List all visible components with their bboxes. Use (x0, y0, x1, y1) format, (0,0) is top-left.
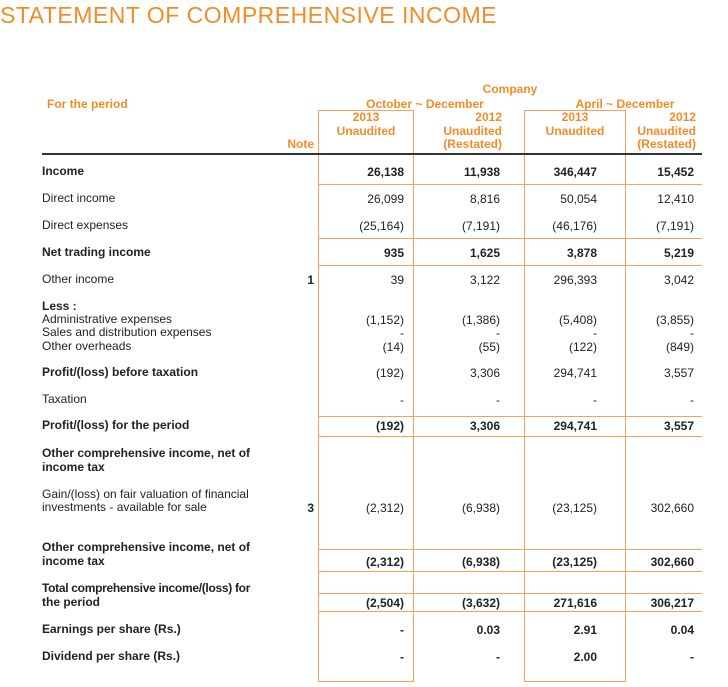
rule-profit-top (318, 416, 702, 417)
cell: 15,452 (657, 165, 694, 179)
page-title: STATEMENT OF COMPREHENSIVE INCOME (0, 2, 497, 28)
row-label: Less : (42, 299, 77, 313)
cell: - (593, 393, 597, 407)
row-label: income tax (42, 460, 105, 474)
col3-status: Unaudited (545, 124, 605, 138)
cell: (122) (568, 340, 597, 354)
cell: (46,176) (552, 219, 597, 233)
col3-year: 2013 (561, 110, 589, 124)
col1-status: Unaudited (336, 124, 396, 138)
group-header-apr-dec: April ~ December (575, 97, 675, 111)
cell: 39 (390, 273, 404, 287)
cell: 346,447 (553, 165, 597, 179)
row-label: income tax (42, 554, 105, 568)
cell: 935 (383, 246, 404, 260)
rule-oci-bottom (318, 571, 702, 572)
row-label: Sales and distribution expenses (42, 325, 212, 339)
cell: (2,312) (365, 501, 404, 515)
cell: 3,557 (663, 366, 694, 380)
col4-status: Unaudited (637, 124, 696, 138)
row-label: Earnings per share (Rs.) (42, 622, 181, 636)
row-label: Dividend per share (Rs.) (42, 649, 181, 663)
cell: (55) (478, 340, 500, 354)
row-label: Taxation (42, 392, 87, 406)
cell: 8,816 (469, 192, 500, 206)
cell: (1,386) (461, 313, 500, 327)
cell: - (400, 393, 404, 407)
cell: (7,191) (655, 219, 694, 233)
cell: 3,557 (663, 419, 694, 433)
cell: 11,938 (463, 165, 500, 179)
col2-restated: (Restated) (443, 137, 502, 151)
row-label: Total comprehensive income/(loss) for (42, 581, 251, 595)
cell: 3,122 (469, 273, 500, 287)
cell: 12,410 (657, 192, 694, 206)
cell: - (400, 650, 404, 664)
note-ref: 1 (307, 273, 314, 287)
rule-income-top (318, 184, 702, 185)
row-label: the period (42, 595, 101, 609)
cell: (23,125) (552, 555, 597, 569)
cell: 50,054 (560, 192, 597, 206)
rule-net-trading-bottom (318, 265, 702, 266)
rule-net-trading-top (318, 238, 702, 239)
cell: 294,741 (553, 419, 597, 433)
row-label: Net trading income (42, 245, 151, 259)
rule-tci-top (318, 593, 702, 594)
cell: (849) (665, 340, 694, 354)
cell: (3,632) (461, 596, 500, 610)
cell: (14) (382, 340, 404, 354)
cell: 0.03 (476, 623, 500, 637)
row-label: Other comprehensive income, net of (42, 446, 251, 460)
cell: - (496, 650, 500, 664)
cell: 271,616 (553, 596, 597, 610)
cell: 3,306 (469, 419, 500, 433)
cell: - (690, 393, 694, 407)
cell: - (400, 326, 404, 340)
for-period-header: For the period (47, 97, 128, 111)
row-label: investments - available for sale (42, 500, 207, 514)
cell: 1,625 (469, 246, 500, 260)
cell: - (496, 393, 500, 407)
row-label: Profit/(loss) before taxation (42, 365, 199, 379)
company-header: Company (482, 82, 538, 96)
cell: - (593, 326, 597, 340)
cell: 2.91 (573, 623, 597, 637)
cell: - (690, 326, 694, 340)
row-label: Other comprehensive income, net of (42, 540, 251, 554)
cell: 26,099 (367, 192, 404, 206)
cell: 306,217 (650, 596, 694, 610)
cell: 3,042 (663, 273, 694, 287)
col2-year: 2012 (475, 110, 502, 124)
cell: (192) (375, 419, 404, 433)
cell: (1,152) (365, 313, 404, 327)
row-label: Administrative expenses (42, 312, 173, 326)
cell: 302,660 (650, 555, 694, 569)
cell: 3,306 (469, 366, 500, 380)
cell: 3,878 (566, 246, 597, 260)
rule-profit-bottom (318, 436, 702, 437)
cell: 26,138 (367, 165, 404, 179)
cell: (5,408) (558, 313, 597, 327)
cell: 2.00 (573, 650, 597, 664)
rule-tci-bottom (318, 611, 702, 612)
cell: (192) (375, 366, 404, 380)
row-label: Income (42, 164, 85, 178)
rule-oci-top (318, 549, 702, 550)
cell: (25,164) (359, 219, 404, 233)
row-label: Direct expenses (42, 218, 129, 232)
row-label: Gain/(loss) on fair valuation of financial (42, 487, 249, 501)
cell: 296,393 (553, 273, 597, 287)
cell: (23,125) (552, 501, 597, 515)
cell: (2,312) (365, 555, 404, 569)
col1-year: 2013 (352, 110, 380, 124)
group-header-oct-dec: October ~ December (366, 97, 484, 111)
cell: - (690, 650, 694, 664)
col4-restated: (Restated) (637, 137, 696, 151)
cell: (6,938) (461, 555, 500, 569)
row-label: Other income (42, 272, 115, 286)
cell: (3,855) (655, 313, 694, 327)
col4-year: 2012 (669, 110, 696, 124)
header-rule (42, 153, 702, 155)
row-label: Other overheads (42, 339, 132, 353)
col2-status: Unaudited (443, 124, 502, 138)
row-label: Profit/(loss) for the period (42, 418, 190, 432)
cell: 302,660 (650, 501, 694, 515)
cell: - (400, 623, 404, 637)
cell: (7,191) (461, 219, 500, 233)
cell: 294,741 (553, 366, 597, 380)
note-header: Note (287, 137, 314, 151)
cell: 0.04 (670, 623, 694, 637)
row-label: Direct income (42, 191, 116, 205)
cell: (6,938) (461, 501, 500, 515)
cell: - (496, 326, 500, 340)
note-ref: 3 (307, 501, 314, 515)
cell: (2,504) (365, 596, 404, 610)
cell: 5,219 (663, 246, 694, 260)
